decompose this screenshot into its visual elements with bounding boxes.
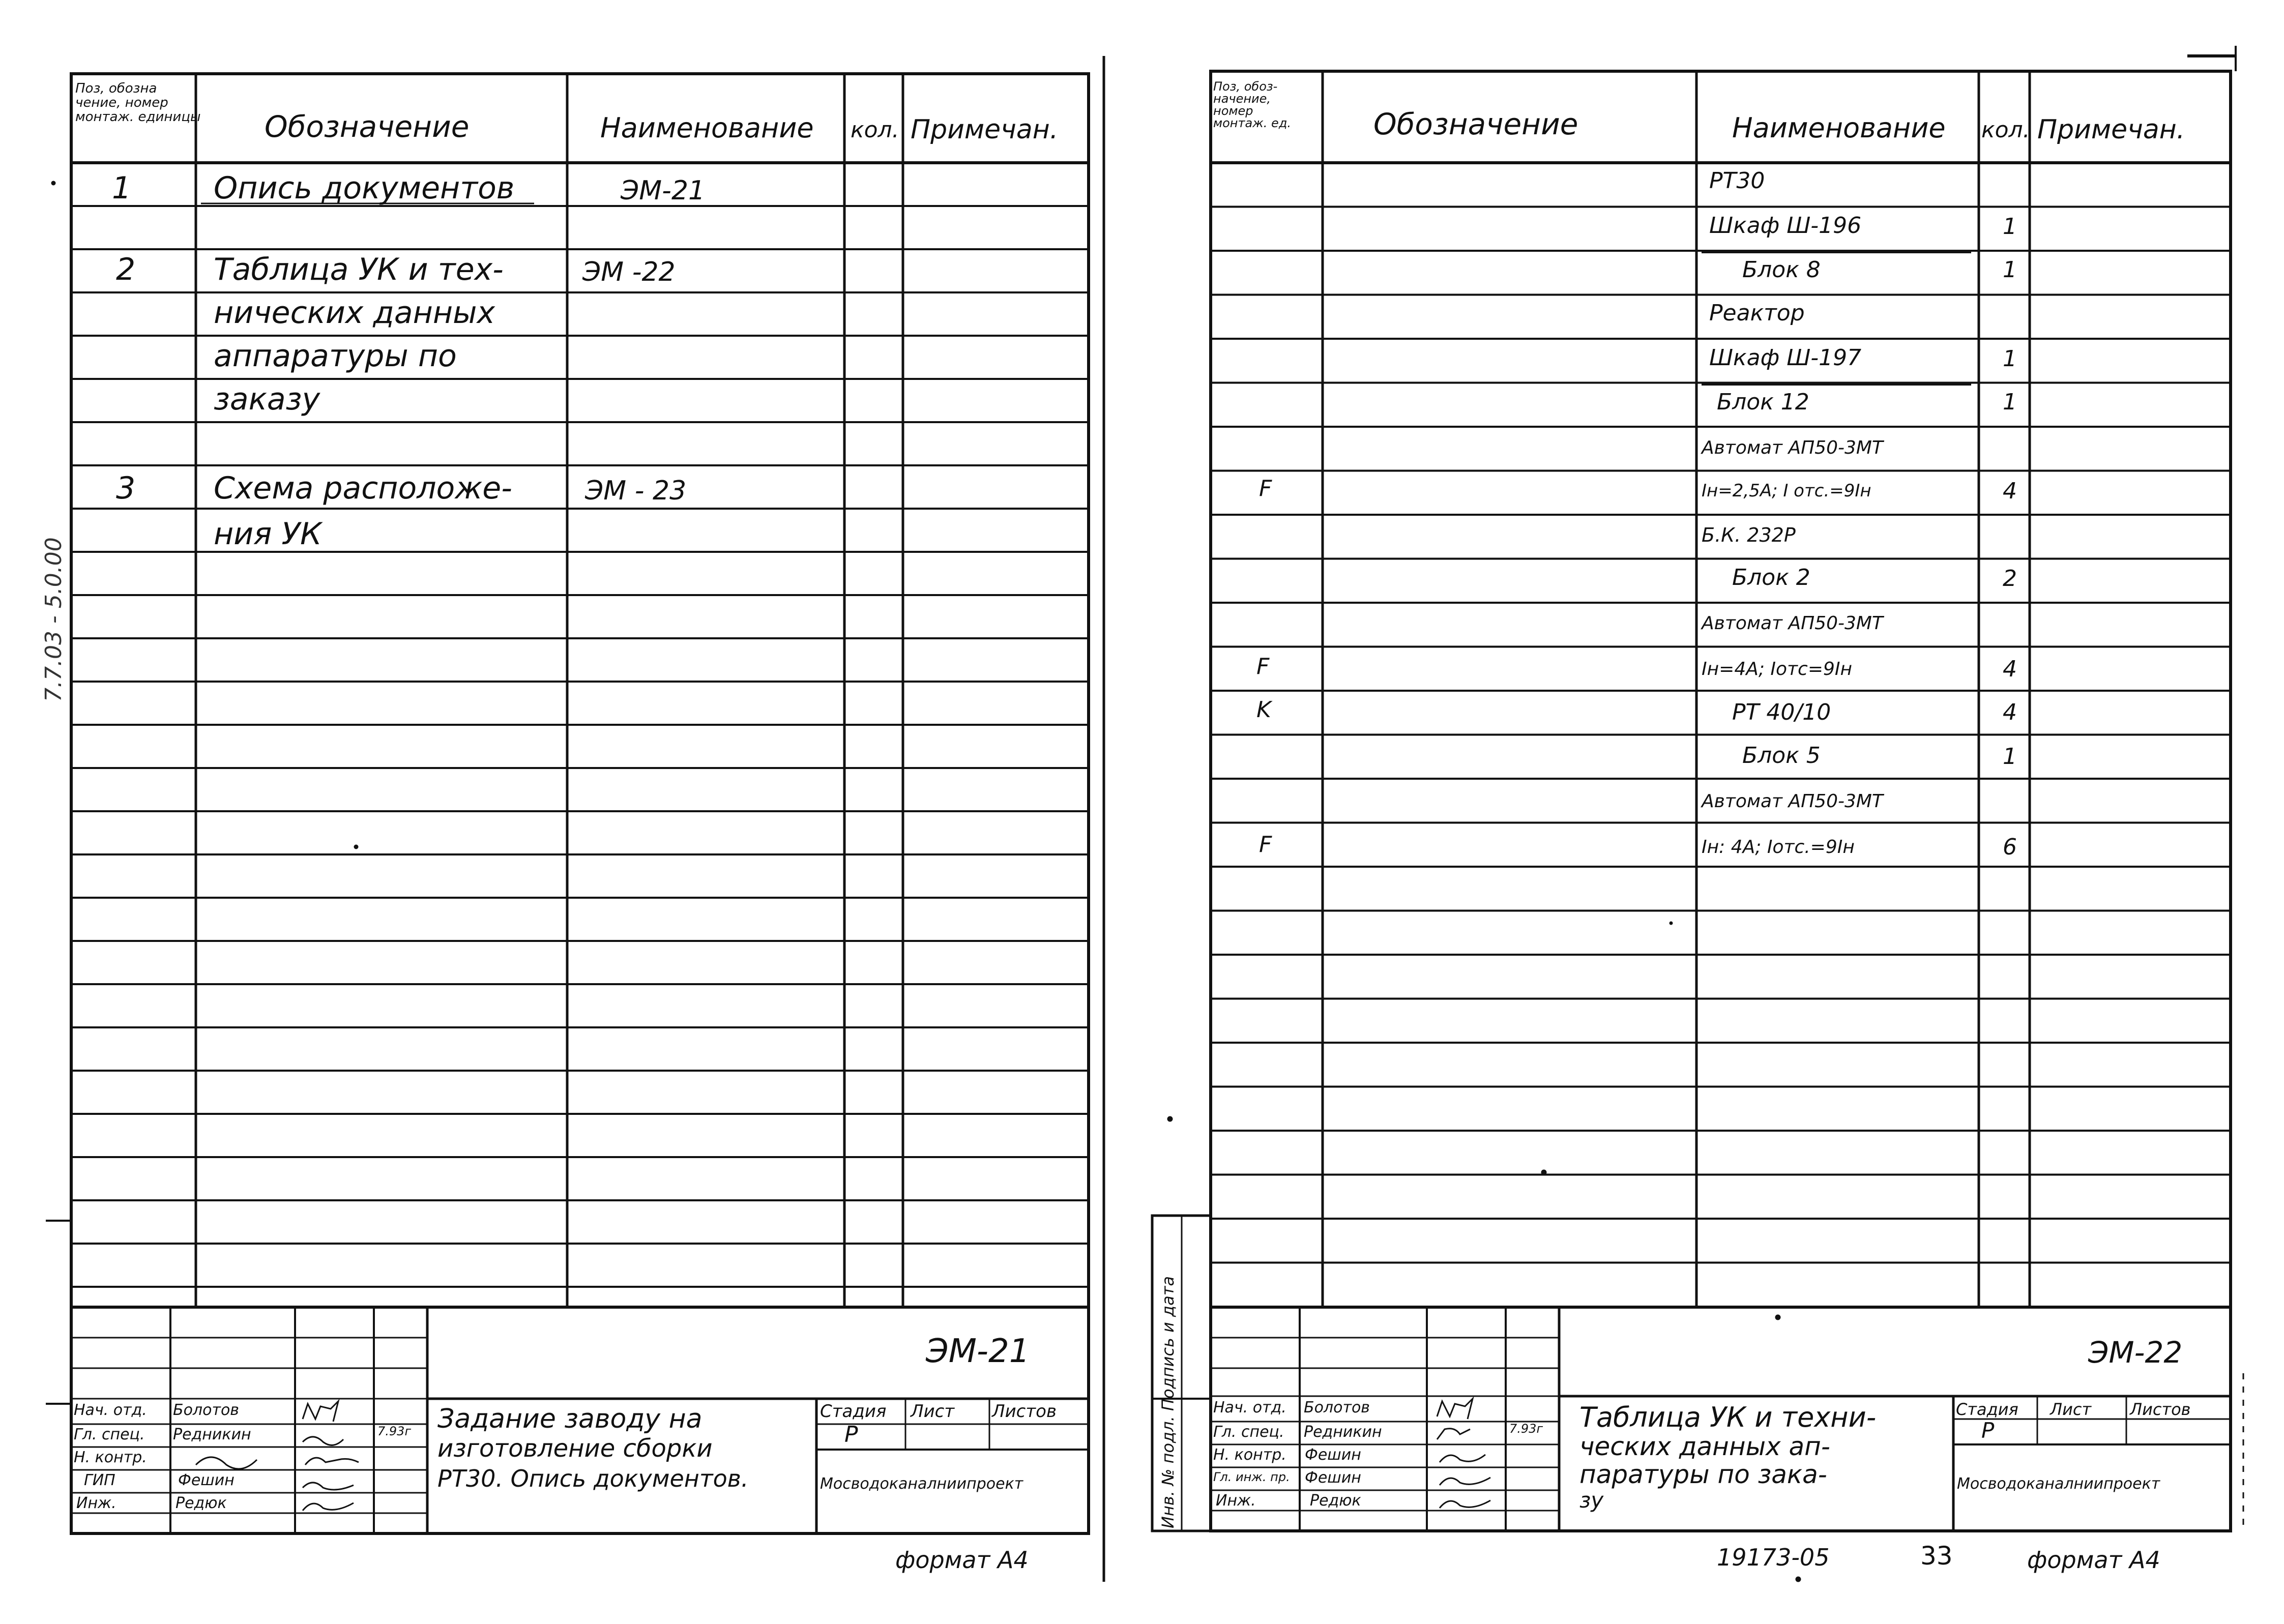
left-header-designation: Обозначение <box>265 109 470 144</box>
left-name-1: Болотов <box>173 1401 239 1419</box>
right-org: Мосводоканалниипроект <box>1957 1475 2160 1493</box>
right-side-label: Инв. № подл. Подпись и дата <box>1158 1276 1178 1528</box>
right-role-4: Гл. инж. пр. <box>1213 1470 1290 1484</box>
right-row-4-name: Реактор <box>1709 300 1805 326</box>
right-row-5-qty: 1 <box>2003 346 2017 372</box>
left-row-9-designation: ния УК <box>214 516 322 552</box>
right-row-1-name: РТ30 <box>1709 168 1765 194</box>
right-row-3-name: Блок 8 <box>1742 257 1821 283</box>
right-role-3: Н. контр. <box>1213 1446 1286 1464</box>
right-row-6-name: Блок 12 <box>1717 389 1809 415</box>
right-row-12-pos: F <box>1256 654 1270 680</box>
left-margin-mark: 7.7.03 - 5.0.00 <box>41 537 67 702</box>
left-row-3-pos: 2 <box>116 252 136 287</box>
right-row-16-name: Iн: 4А; Iотс.=9Iн <box>1702 837 1855 858</box>
right-name-1: Болотов <box>1304 1399 1370 1416</box>
right-row-3-qty: 1 <box>2003 257 2017 283</box>
right-row-8-qty: 4 <box>2003 478 2017 504</box>
right-doc-code: ЭМ-22 <box>2088 1335 2183 1370</box>
left-row-8-name: ЭМ - 23 <box>585 476 687 506</box>
left-sheets-label: Листов <box>992 1401 1057 1422</box>
right-row-9-name: Б.К. 232Р <box>1702 524 1796 546</box>
left-date-mark: 7.93г <box>377 1424 412 1438</box>
left-role-1: Нач. отд. <box>74 1401 147 1419</box>
left-row-8-designation: Схема расположе- <box>214 470 512 506</box>
right-row-8-name: Iн=2,5А; I отс.=9Iн <box>1702 481 1871 501</box>
right-row-5-name: Шкаф Ш-197 <box>1709 345 1862 371</box>
right-date-mark: 7.93г <box>1509 1422 1543 1436</box>
left-stage-value: Р <box>844 1422 858 1448</box>
left-row-5-designation: аппаратуры по <box>214 338 457 374</box>
right-row-13-name: РТ 40/10 <box>1732 699 1831 725</box>
right-row-12-name: Iн=4А; Iотс=9Iн <box>1702 659 1853 680</box>
right-title-line-1: Таблица УК и техни- <box>1579 1401 1877 1433</box>
right-row-13-qty: 4 <box>2003 699 2017 725</box>
left-title-line-1: Задание заводу на <box>437 1404 702 1434</box>
right-header-name: Наименование <box>1732 112 1946 144</box>
right-sheet-grid <box>1142 0 2284 1624</box>
right-row-16-pos: F <box>1259 832 1272 858</box>
right-header-pos: Поз, обоз- начение, номер монтаж. ед. <box>1213 79 1292 130</box>
right-header-note: Примечан. <box>2037 114 2185 145</box>
right-stage-label: Стадия <box>1956 1400 2018 1419</box>
left-header-name: Наименование <box>600 112 814 144</box>
right-header-qty: кол. <box>1981 117 2030 143</box>
right-format: формат А4 <box>2027 1546 2160 1574</box>
left-header-note: Примечан. <box>911 114 1059 145</box>
right-row-13-pos: K <box>1256 697 1271 723</box>
right-row-12-qty: 4 <box>2003 656 2017 682</box>
left-role-2: Гл. спец. <box>74 1426 145 1443</box>
right-doc-number: 19173-05 <box>1717 1544 1830 1571</box>
left-row-3-designation: Таблица УК и тех- <box>214 252 504 287</box>
right-name-4: Фешин <box>1305 1469 1361 1487</box>
right-row-15-name: Автомат АП50-3МТ <box>1702 791 1883 812</box>
right-page-number: 33 <box>1920 1541 1953 1571</box>
left-title-line-2: изготовление сборки <box>437 1434 713 1463</box>
left-sheet-label: Лист <box>911 1401 955 1422</box>
right-header-designation: Обозначение <box>1373 107 1578 141</box>
left-header-pos: Поз, обозна чение, номер монтаж. единицы <box>75 81 201 125</box>
right-row-11-name: Автомат АП50-3МТ <box>1702 613 1883 634</box>
left-org: Мосводоканалниипроект <box>820 1475 1023 1493</box>
left-header-qty: кол. <box>851 117 899 143</box>
right-row-10-qty: 2 <box>2003 566 2017 592</box>
right-role-1: Нач. отд. <box>1213 1399 1286 1416</box>
left-row-1-name: ЭМ-21 <box>621 175 706 206</box>
right-sheet-label: Лист <box>2050 1400 2092 1419</box>
right-name-5: Редюк <box>1310 1492 1361 1510</box>
left-role-5: Инж. <box>76 1494 116 1512</box>
left-name-5: Редюк <box>175 1494 227 1512</box>
right-name-3: Фешин <box>1305 1446 1361 1464</box>
left-row-4-designation: нических данных <box>214 295 495 331</box>
right-row-7-name: Автомат АП50-3МТ <box>1702 437 1883 458</box>
left-row-8-pos: 3 <box>116 470 136 506</box>
right-row-10-name: Блок 2 <box>1732 565 1810 590</box>
right-role-5: Инж. <box>1216 1492 1256 1510</box>
right-row-14-qty: 1 <box>2003 744 2017 770</box>
right-sheets-label: Листов <box>2130 1400 2191 1419</box>
left-row-1-designation: Опись документов <box>214 170 515 206</box>
left-title-line-3: РТ30. Опись документов. <box>437 1465 749 1492</box>
right-row-2-name: Шкаф Ш-196 <box>1709 213 1862 239</box>
right-name-2: Редникин <box>1304 1423 1382 1441</box>
left-name-4: Фешин <box>178 1471 235 1489</box>
right-row-6-qty: 1 <box>2003 389 2017 415</box>
right-row-16-qty: 6 <box>2003 834 2017 860</box>
left-format: формат А4 <box>895 1546 1029 1574</box>
left-name-2: Редникин <box>173 1426 251 1443</box>
left-stage-label: Стадия <box>820 1401 887 1422</box>
right-row-14-name: Блок 5 <box>1742 743 1821 769</box>
right-stage-value: Р <box>1981 1418 1995 1443</box>
left-row-3-name: ЭМ -22 <box>582 257 676 287</box>
right-row-8-pos: F <box>1259 476 1272 501</box>
right-sheet <box>1142 0 2284 1624</box>
left-doc-code: ЭМ-21 <box>926 1333 1030 1370</box>
left-row-1-pos: 1 <box>112 170 132 206</box>
right-title-line-4: зу <box>1579 1488 1604 1513</box>
left-row-6-designation: заказу <box>214 381 320 417</box>
right-row-2-qty: 1 <box>2003 214 2017 240</box>
right-title-line-3: паратуры по зака- <box>1579 1460 1827 1489</box>
left-role-3: Н. контр. <box>74 1449 147 1466</box>
right-title-line-2: ческих данных ап- <box>1579 1432 1830 1461</box>
right-role-2: Гл. спец. <box>1213 1423 1284 1441</box>
left-role-4: ГИП <box>84 1471 115 1489</box>
